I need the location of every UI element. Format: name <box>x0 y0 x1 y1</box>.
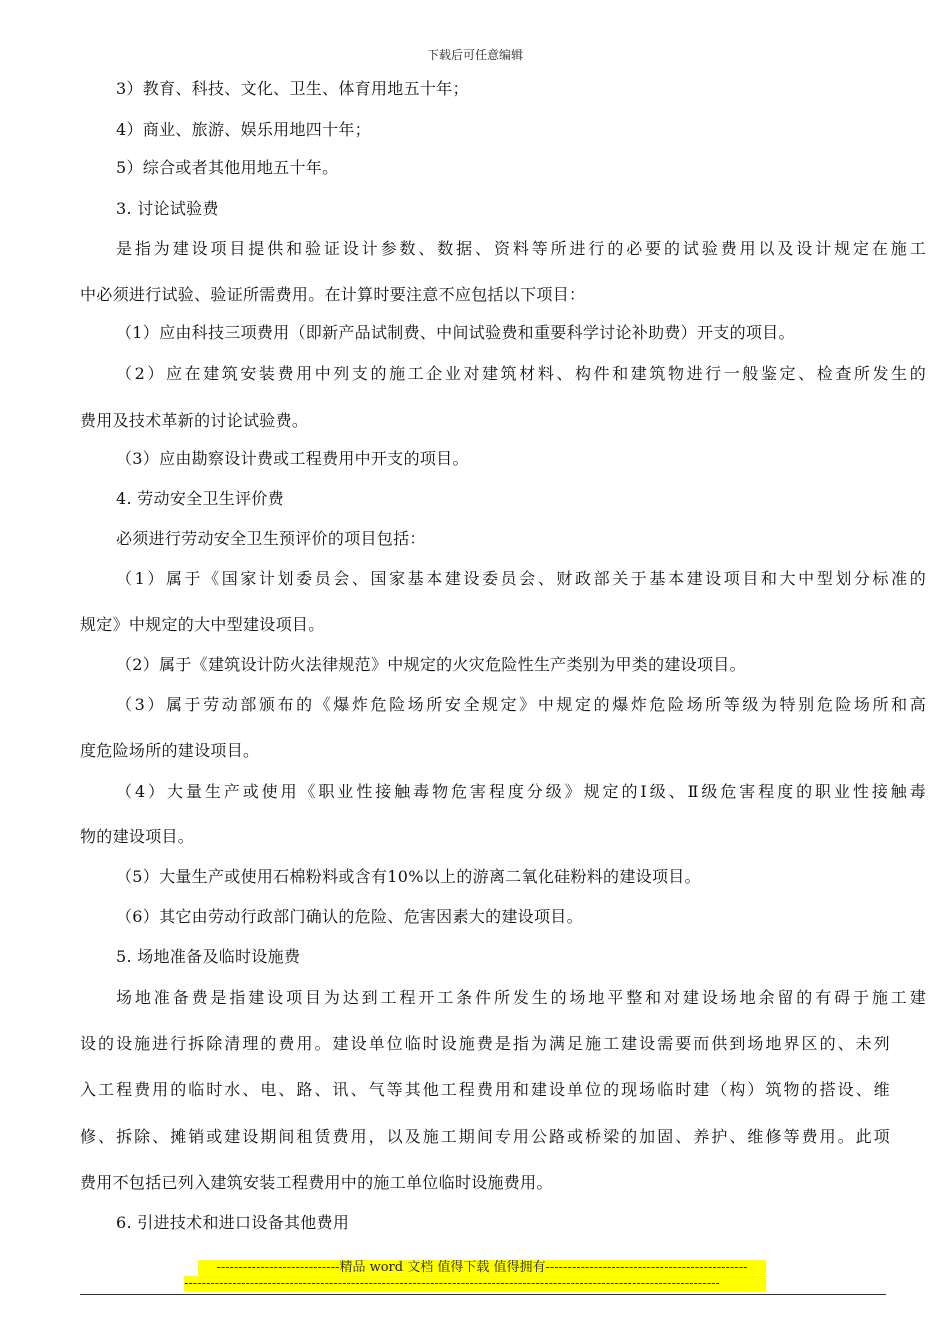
text-line: 场地准备费是指建设项目为达到工程开工条件所发生的场地平整和对建设场地余留的有碍于施工建 <box>116 988 926 1007</box>
text-line: （1）应由科技三项费用（即新产品试制费、中间试验费和重要科学讨论补助费）开支的项目。 <box>116 323 795 342</box>
text-line: （2）属于《建筑设计防火法律规范》中规定的火灾危险性生产类别为甲类的建设项目。 <box>116 655 746 674</box>
section-heading: 4. 劳动安全卫生评价费 <box>116 489 284 508</box>
text-line: （5）大量生产或使用石棉粉料或含有10%以上的游离二氧化硅粉料的建设项目。 <box>116 867 701 886</box>
text-line: 入工程费用的临时水、电、路、讯、气等其他工程费用和建设单位的现场临时建（构）筑物的搭设、维 <box>80 1080 890 1099</box>
text-line: （6）其它由劳动行政部门确认的危险、危害因素大的建设项目。 <box>116 907 583 926</box>
text-line: （1）属于《国家计划委员会、国家基本建设委员会、财政部关于基本建设项目和大中型划分标准的 <box>116 569 926 588</box>
text-line: （4）大量生产或使用《职业性接触毒物危害程度分级》规定的Ⅰ级、Ⅱ级危害程度的职业性接触毒 <box>116 782 926 801</box>
text-line: 必须进行劳动安全卫生预评价的项目包括： <box>116 529 426 548</box>
section-heading: 6. 引进技术和进口设备其他费用 <box>116 1213 350 1232</box>
text-line: 规定》中规定的大中型建设项目。 <box>80 615 325 634</box>
footer-rule <box>80 1294 886 1295</box>
text-line: （3）属于劳动部颁布的《爆炸危险场所安全规定》中规定的爆炸危险场所等级为特别危险场所和高 <box>116 695 926 714</box>
text-line: 费用及技术革新的讨论试验费。 <box>80 411 309 430</box>
text-line: 物的建设项目。 <box>80 827 195 846</box>
footer-banner: ----------------------------精品 word 文档 值得下载 值得拥有---------------------------------------------- <box>198 1260 766 1275</box>
text-line: 5）综合或者其他用地五十年。 <box>116 158 339 177</box>
text-line: 度危险场所的建设项目。 <box>80 741 260 760</box>
section-heading: 3. 讨论试验费 <box>116 199 219 218</box>
text-line: （2）应在建筑安装费用中列支的施工企业对建筑材料、构件和建筑物进行一般鉴定、检查所发生的 <box>116 364 926 383</box>
text-line: 费用不包括已列入建筑安装工程费用中的施工单位临时设施费用。 <box>80 1173 553 1192</box>
text-line: 4）商业、旅游、娱乐用地四十年； <box>116 120 371 139</box>
section-heading: 5. 场地准备及临时设施费 <box>116 947 301 966</box>
text-line: 设的设施进行拆除清理的费用。建设单位临时设施费是指为满足施工建设需要而供到场地界区的、未列 <box>80 1034 890 1053</box>
text-line: 3）教育、科技、文化、卫生、体育用地五十年； <box>116 79 469 98</box>
text-line: 是指为建设项目提供和验证设计参数、数据、资料等所进行的必要的试验费用以及设计规定在施工 <box>116 239 926 258</box>
page-header: 下载后可任意编辑 <box>426 48 523 62</box>
text-line: 修、拆除、摊销或建设期间租赁费用，以及施工期间专用公路或桥梁的加固、养护、维修等费用。此项 <box>80 1127 890 1146</box>
text-line: 中必须进行试验、验证所需费用。在计算时要注意不应包括以下项目： <box>80 285 586 304</box>
text-line: （3）应由勘察设计费或工程费用中开支的项目。 <box>116 449 469 468</box>
footer-dash-line: -------------------------------------------------------------------------------------------------------------------------- <box>184 1276 766 1291</box>
